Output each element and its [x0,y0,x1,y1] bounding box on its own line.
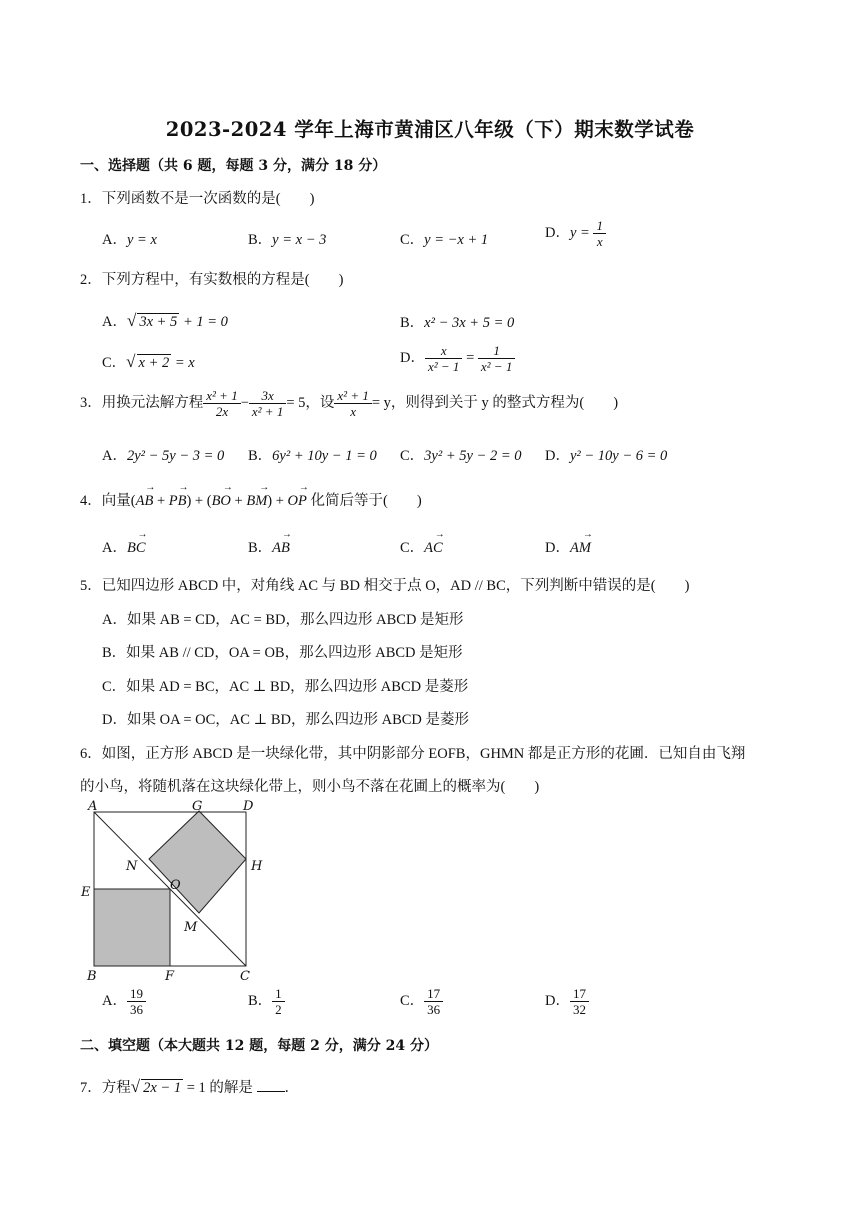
q3-option-c [400,444,522,465]
label-h: H [251,859,263,874]
option-label: A． [102,992,127,1009]
denominator: x² − 1 [427,359,460,374]
numerator: 1 [478,343,515,359]
label-b: B [87,969,97,984]
stem-text: 7．方程 [80,1080,131,1096]
denominator: x [596,234,603,249]
q6-option-d [545,986,589,1017]
option-label: A． [102,232,127,248]
vector-op: → OP [288,493,307,510]
numerator: 19 [127,986,146,1002]
section-heading-choice: 一、选择题（共 6 题，每题 3 分，满分 18 分） [80,158,387,174]
q6-option-b [248,986,285,1017]
option-label: D． [545,540,570,556]
question-4-stem [80,489,422,510]
q4-option-b [248,536,290,557]
question-1-stem: 1．下列函数不是一次函数的是( ) [80,191,315,207]
plus-sign: + [230,493,247,509]
fraction [424,986,443,1017]
q5-option-d: D．如果 OA = OC，AC ⊥ BD，那么四边形 ABCD 是菱形 [102,712,470,728]
stem-text: = 1 的解是 [183,1080,253,1096]
numerator: 1 [593,218,606,234]
vector-bm: → BM [246,493,267,510]
q6-figure [78,798,268,984]
question-6-stem-line-1: 6．如图，正方形 ABCD 是一块绿化带，其中阴影部分 EOFB，GHMN 都是正方形的花圃．已知自由飞翔 [80,746,746,762]
label-o: O [170,878,181,893]
option-text: y = −x + 1 [424,232,489,248]
option-label: C． [400,540,425,556]
stem-text: = 5，设 [286,394,335,411]
question-6-stem-line-2: 的小鸟，将随机落在这块绿化带上，则小鸟不落在花圃上的概率为( ) [80,779,540,795]
numerator: x² + 1 [203,388,240,404]
stem-text: ． [284,1080,300,1096]
q4-option-c [400,536,443,557]
label-f: F [165,969,175,984]
denominator: x [350,404,357,419]
q3-option-d [545,444,667,465]
q5-option-a: A．如果 AB = CD，AC = BD，那么四边形 ABCD 是矩形 [102,612,464,628]
question-3-stem [80,388,618,419]
label-e: E [81,885,91,900]
stem-text: 4．向量 [80,493,131,509]
paren: ) + ( [186,493,212,509]
label-m: M [184,920,198,935]
minus-sign: − [240,394,249,411]
radicand: 3x + 5 [139,314,178,330]
option-text: y = x [126,232,157,248]
denominator: 2x [215,404,229,419]
vector-bo: → BO [212,493,231,510]
q3-option-a [102,444,224,465]
q1-option-d [545,218,606,249]
q2-option-a [102,310,228,331]
paren: ) + [267,493,288,509]
numerator: 3x [249,388,286,404]
plus-sign: + [153,493,169,509]
radicand: x + 2 [138,355,170,371]
sqrt-sign: √ [130,1077,141,1096]
denominator: 36 [427,1002,441,1017]
fraction [570,986,589,1017]
radicand: 2x − 1 [143,1080,182,1096]
option-label: B． [248,540,273,556]
option-text: x² − 3x + 5 = 0 [424,315,515,331]
vector-ab: → AB [136,493,154,510]
option-label: B． [400,315,425,331]
sqrt-sign: √ [126,311,137,330]
stem-text: 3．用换元法解方程 [80,394,204,411]
option-label: C． [400,992,425,1009]
option-label: D． [400,349,425,366]
q3-option-b [248,444,377,465]
label-a: A [88,799,98,814]
equals-sign: = [466,349,475,366]
vector-pb: → PB [169,493,187,510]
option-label: A． [102,448,127,464]
fraction [272,986,285,1017]
q1-option-c [400,228,488,249]
q4-option-d [545,536,591,557]
option-label: A． [102,314,127,330]
denominator: 32 [572,1002,586,1017]
option-text: 3y² + 5y − 2 = 0 [424,448,522,464]
question-7-stem [80,1076,299,1097]
section-heading-fill-in: 二、填空题（本大题共 12 题，每题 2 分，满分 24 分） [80,1038,438,1054]
denominator: 36 [129,1002,143,1017]
question-5-stem: 5．已知四边形 ABCD 中，对角线 AC 与 BD 相交于点 O，AD // BC，下列判断中错误的是( ) [80,578,690,594]
label-g: G [192,799,203,814]
option-label: B． [248,992,273,1009]
option-text: 2y² − 5y − 3 = 0 [126,448,225,464]
label-n: N [126,859,138,874]
vector-ac: → AC [424,540,443,557]
q6-option-a [102,986,146,1017]
q2-option-d [400,343,515,374]
option-label: A． [102,540,127,556]
option-text: y² − 10y − 6 = 0 [569,448,668,464]
option-label: D． [545,992,570,1009]
question-2-stem: 2．下列方程中，有实数根的方程是( ) [80,272,344,288]
option-label: C． [102,355,127,371]
option-label: B． [248,232,273,248]
answer-blank[interactable] [257,1079,285,1092]
q2-option-c [102,351,195,372]
fraction [425,343,462,374]
option-text: + 1 = 0 [179,314,228,330]
q6-option-c [400,986,443,1017]
q2-option-b [400,311,514,332]
numerator: 1 [272,986,285,1002]
stem-text: = y，则得到关于 y 的整式方程为( ) [371,394,619,411]
fraction [203,388,240,419]
denominator: x² − 1 [480,359,513,374]
vector-ab: → AB [272,540,290,557]
numerator: 17 [424,986,443,1002]
fraction [334,388,371,419]
fraction [478,343,515,374]
option-text: y = x − 3 [272,232,327,248]
sqrt-sign: √ [126,352,136,371]
option-label: D． [545,448,570,464]
option-text: y = [569,224,590,241]
paren: ( [130,493,136,509]
option-label: D． [545,224,570,241]
option-text: = x [171,355,195,371]
stem-text: 化简后等于( ) [306,493,422,509]
fraction [127,986,146,1017]
fraction [249,388,286,419]
option-label: B． [248,448,273,464]
vector-bc: → BC [127,540,146,557]
q4-option-a [102,536,146,557]
numerator: 17 [570,986,589,1002]
vector-am: → AM [570,540,591,557]
q1-option-b [248,228,326,249]
label-c: C [240,969,250,984]
page-title: 2023-2024 学年上海市黄浦区八年级（下）期末数学试卷 [165,118,695,141]
q5-option-b: B．如果 AB // CD，OA = OB，那么四边形 ABCD 是矩形 [102,645,463,661]
square-eofb [94,889,170,966]
option-text: 6y² + 10y − 1 = 0 [272,448,377,464]
denominator: x² + 1 [251,404,284,419]
label-d: D [243,799,254,814]
numerator: x² + 1 [334,388,371,404]
option-label: C． [400,448,425,464]
q1-option-a [102,228,157,249]
option-label: C． [400,232,425,248]
numerator: x [425,343,462,359]
denominator: 2 [275,1002,282,1017]
fraction [593,218,606,249]
q5-option-c: C．如果 AD = BC，AC ⊥ BD，那么四边形 ABCD 是菱形 [102,679,469,695]
